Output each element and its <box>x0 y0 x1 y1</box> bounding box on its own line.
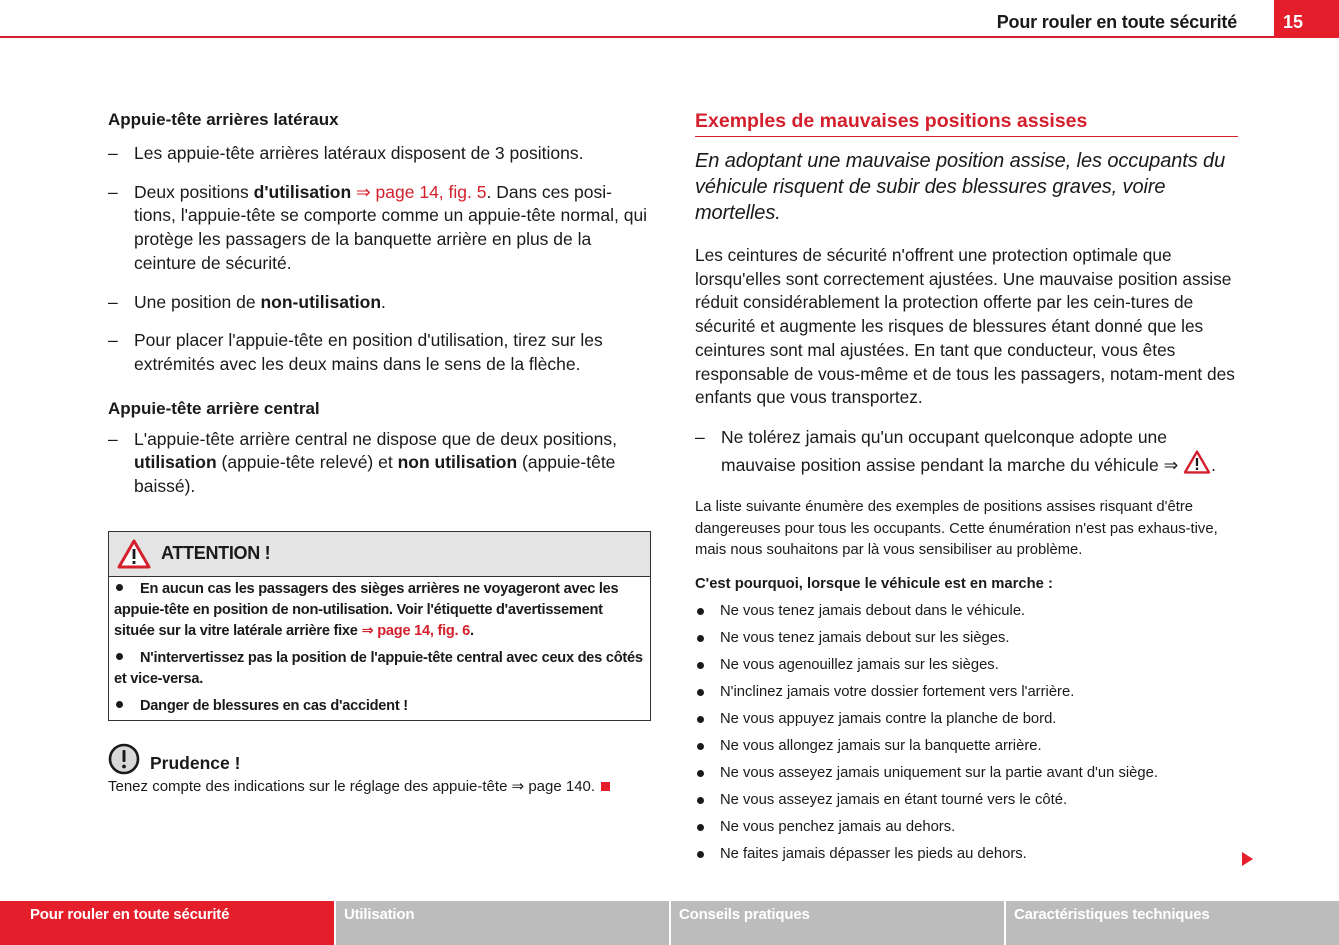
bad-positions-list <box>695 598 1238 868</box>
list-item: Ne vous tenez jamais debout dans le véhicule. <box>695 598 1238 625</box>
footer-nav <box>0 901 1339 945</box>
list-intro: La liste suivante énumère des exemples de positions assises risquant d'être dangereuses pour tous les occupants. Cette énumération n'est pas exhaus-tive, mais nous souhaitons par là vous sensibiliser au problème. <box>695 499 1218 559</box>
section-heading-lateral: Appuie-tête arrières latéraux <box>108 110 339 129</box>
end-of-section-icon <box>601 782 610 791</box>
bullet-icon <box>116 653 123 660</box>
list-item: Ne vous tenez jamais debout sur les sièges. <box>695 625 1238 652</box>
right-column <box>695 108 1238 868</box>
attention-item: En aucun cas les passagers des sièges arrières ne voyageront avec les appuie-tête en position de non-utilisation. Voir l'étiquette d'avertissement située sur la vitre latérale arrière fixe ⇒ page 14, fig. 6. <box>114 580 619 639</box>
section-heading-central: Appuie-tête arrière central <box>108 398 320 418</box>
bullet-icon <box>116 701 123 708</box>
intro-text: En adoptant une mauvaise position assise, les occupants du véhicule risquent de subir des blessures graves, voire mortelles. <box>695 150 1226 224</box>
attention-box <box>108 531 651 721</box>
prudence-note <box>108 743 651 797</box>
page-link[interactable]: ⇒ page 14, fig. 5 <box>351 181 487 202</box>
warning-triangle-icon <box>117 539 151 569</box>
caution-circle-icon <box>108 743 140 775</box>
tab-conseils-pratiques[interactable]: Conseils pratiques <box>671 901 1006 945</box>
list-item: – Ne tolérez jamais qu'un occupant quelconque adopte une mauvaise position assise pendant la marche du véhicule ⇒ . <box>695 426 1238 477</box>
body-paragraph: Les ceintures de sécurité n'offrent une protection optimale que lorsqu'elles sont correctement ajustées. Une mauvaise position assise réduit considérablement la protection offerte par les cein-tures de sécurité et augmente les risques de blessures étant donné que les ceintures sont mal ajustées. En tant que conducteur, vous êtes responsable de vous-même et de tous les passagers, notam-ment des enfants que vous transportez. <box>695 245 1235 408</box>
tab-caracteristiques-techniques[interactable]: Caractéristiques techniques <box>1006 901 1339 945</box>
page-number: 15 <box>1274 0 1339 38</box>
list-item: Ne vous asseyez jamais en étant tourné vers le côté. <box>695 787 1238 814</box>
list-item: Ne vous allongez jamais sur la banquette arrière. <box>695 733 1238 760</box>
page-link[interactable]: ⇒ page 14, fig. 6 <box>361 622 471 639</box>
prudence-title: Prudence ! <box>150 753 241 774</box>
page-header-title: Pour rouler en toute sécurité <box>996 12 1237 32</box>
list-item: N'inclinez jamais votre dossier fortement vers l'arrière. <box>695 679 1238 706</box>
list-item: – Une position de non-utilisation. <box>108 291 651 315</box>
header-rule <box>0 36 1274 38</box>
attention-title: ATTENTION ! <box>161 543 271 564</box>
section-title: Exemples de mauvaises positions assises <box>695 108 1238 137</box>
list-item: Ne vous appuyez jamais contre la planche de bord. <box>695 706 1238 733</box>
list-item: Ne faites jamais dépasser les pieds au dehors. <box>695 841 1238 868</box>
list-item: – L'appuie-tête arrière central ne dispose que de deux positions, utilisation (appuie-tête relevé) et non utilisation (appuie-tête baissé). <box>108 428 651 499</box>
list-item: Ne vous penchez jamais au dehors. <box>695 814 1238 841</box>
attention-item: N'intervertissez pas la position de l'appuie-tête central avec ceux des côtés et vice-versa. <box>114 649 643 687</box>
list-item: – Pour placer l'appuie-tête en position d'utilisation, tirez sur les extrémités avec les deux mains dans le sens de la flèche. <box>108 329 651 376</box>
tab-securite[interactable]: Pour rouler en toute sécurité <box>0 901 336 945</box>
warning-triangle-icon[interactable] <box>1183 450 1211 474</box>
left-column <box>108 108 651 797</box>
list-item: Ne vous agenouillez jamais sur les sièges. <box>695 652 1238 679</box>
attention-header <box>109 532 650 577</box>
bullet-icon <box>116 584 123 591</box>
attention-item: Danger de blessures en cas d'accident ! <box>114 696 644 717</box>
list-item: – Deux positions d'utilisation ⇒ page 14, fig. 5. Dans ces posi-tions, l'appuie-tête se comporte comme un appuie-tête normal, qui protège les passagers de la banquette arrière en plus de la ceinture de sécurité. <box>108 181 651 276</box>
next-page-arrow-icon[interactable] <box>1242 852 1253 866</box>
prudence-text: Tenez compte des indications sur le réglage des appuie-tête ⇒ page 140. <box>108 777 596 795</box>
lateral-list <box>108 142 651 377</box>
list-item: – Les appuie-tête arrières latéraux disposent de 3 positions. <box>108 142 651 166</box>
list-item: Ne vous asseyez jamais uniquement sur la partie avant d'un siège. <box>695 760 1238 787</box>
tab-utilisation[interactable]: Utilisation <box>336 901 671 945</box>
list-heading: C'est pourquoi, lorsque le véhicule est en marche : <box>695 575 1053 592</box>
